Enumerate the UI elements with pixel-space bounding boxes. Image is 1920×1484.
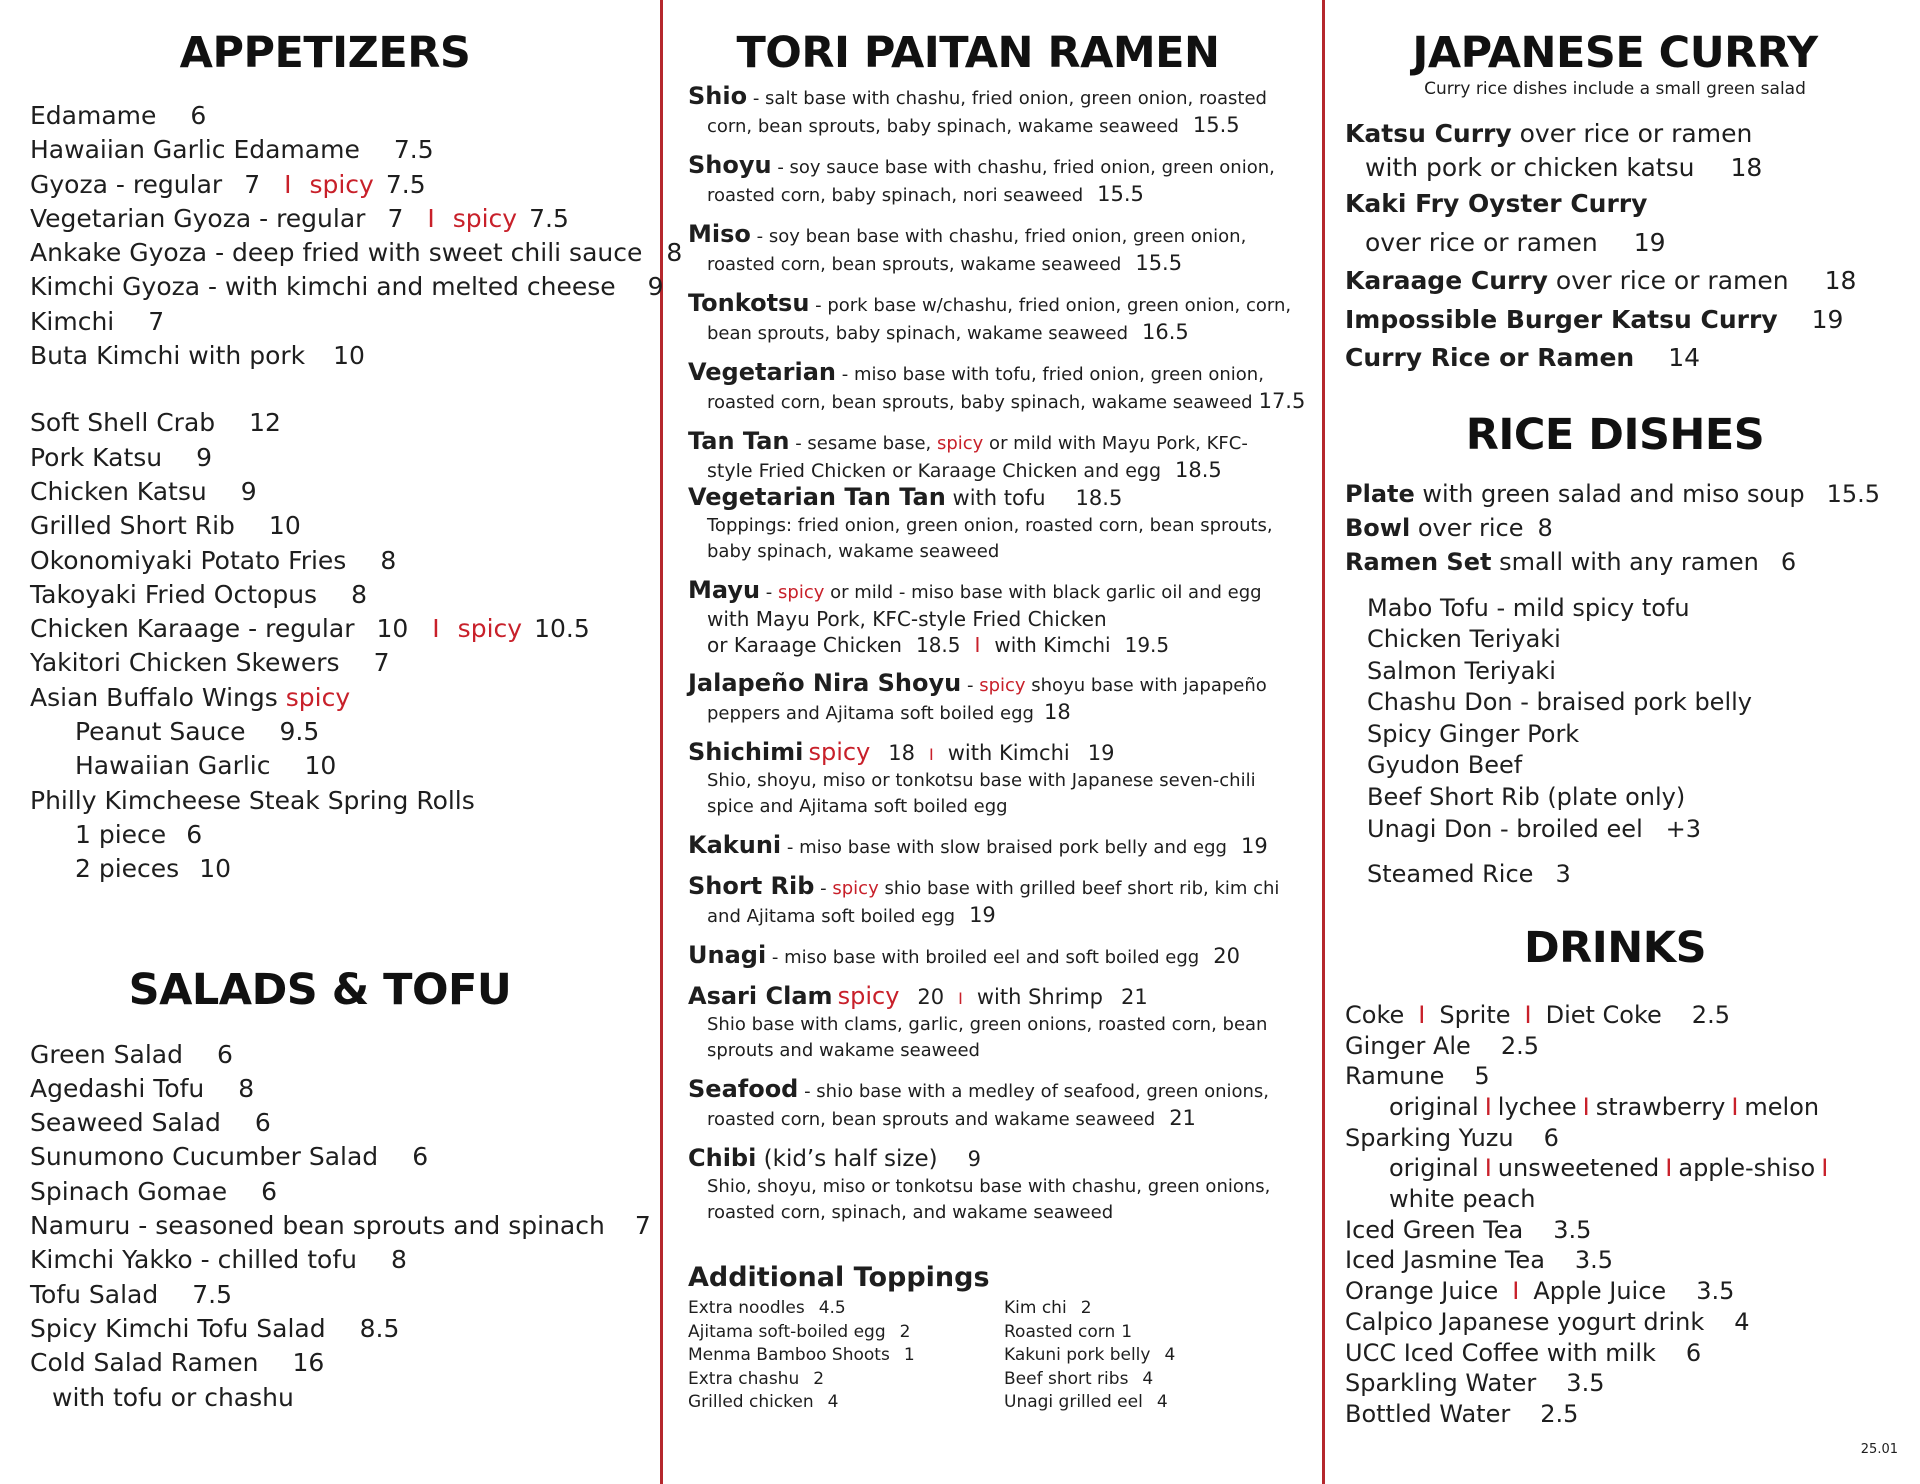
- toppings-col-left: [688, 1297, 1004, 1415]
- dish-price: 21: [1121, 985, 1148, 1009]
- dish-desc: bean sprouts, baby spinach, wakame seaweed: [707, 323, 1129, 344]
- toppings-heading: Additional Toppings: [688, 1262, 990, 1293]
- dish-desc: peppers and Ajitama soft boiled egg: [707, 703, 1034, 724]
- dish-desc: - soy sauce base with chashu, fried onion, green onion,: [771, 157, 1275, 178]
- menu-item-cont: [1345, 151, 1905, 185]
- item-name: Pork Katsu: [30, 442, 163, 472]
- option-price: 6: [1780, 547, 1797, 576]
- item-name: Steamed Rice: [1367, 860, 1534, 889]
- curry-subtitle: Curry rice dishes include a small green salad: [1424, 79, 1806, 99]
- item-desc: over rice or ramen: [1547, 266, 1789, 295]
- dish-desc: baby spinach, wakame seaweed: [707, 541, 1000, 562]
- dish-desc: -: [760, 582, 779, 603]
- item-price: 6: [254, 1108, 271, 1138]
- dish-asari-clam: [688, 983, 1288, 1064]
- dish-name: Kakuni: [688, 831, 782, 859]
- topping-item: Roasted corn 1: [1004, 1321, 1133, 1342]
- separator: I: [958, 989, 963, 1008]
- rice-option: [1345, 511, 1905, 545]
- menu-item: [30, 475, 650, 509]
- spicy-label: spicy: [457, 614, 523, 644]
- item-price: 10: [376, 614, 409, 644]
- dish-name: Seafood: [688, 1075, 799, 1103]
- item-price: 7.5: [192, 1279, 233, 1309]
- dish-unagi: [688, 942, 1288, 971]
- item-price: 8.5: [359, 1313, 400, 1343]
- menu-item: [30, 202, 650, 236]
- option-name: Peanut Sauce: [75, 717, 246, 747]
- dish-desc: - soy bean base with chashu, fried onion, green onion,: [750, 226, 1247, 247]
- dish-desc: roasted corn, bean sprouts and wakame seaweed: [707, 1109, 1156, 1130]
- spicy-label: spicy: [309, 169, 374, 199]
- item-name: Kimchi Yakko - chilled tofu: [30, 1245, 357, 1275]
- dish-price: 15.5: [1097, 182, 1144, 206]
- item-price: 8: [390, 1245, 407, 1275]
- dish-vegetarian-tan-tan: [688, 484, 1288, 565]
- item-price: 7: [634, 1211, 651, 1241]
- dish-option: with Kimchi: [947, 741, 1070, 765]
- item-name: Spicy Kimchi Tofu Salad: [30, 1313, 326, 1343]
- item-price: 10: [333, 341, 365, 371]
- menu-item: [30, 1312, 650, 1346]
- spicy-label: spicy: [936, 433, 984, 454]
- dish-desc: roasted corn, baby spinach, nori seaweed: [707, 185, 1084, 206]
- rice-dish: Beef Short Rib (plate only): [1367, 783, 1686, 812]
- menu-item: [30, 1278, 650, 1312]
- menu-item: [30, 612, 650, 646]
- spicy-label: spicy: [979, 675, 1026, 696]
- option-name: Plate: [1345, 479, 1415, 508]
- menu-item: [30, 305, 650, 339]
- item-name: Kimchi: [30, 306, 115, 336]
- spicy-label: spicy: [285, 682, 351, 712]
- item-name: Sunumono Cucumber Salad: [30, 1142, 379, 1172]
- menu-item: [30, 1175, 650, 1209]
- item-name: Tofu Salad: [30, 1279, 159, 1309]
- dish-desc: - pork base w/chashu, fried onion, green onion, corn,: [809, 295, 1292, 316]
- dish-name: Short Rib: [688, 872, 815, 900]
- dish-shichimi: [688, 739, 1288, 820]
- drink-item: UCC Iced Coffee with milk 6: [1345, 1338, 1702, 1367]
- dish-desc: Shio, shoyu, miso or tonkotsu base with chashu, green onions,: [707, 1176, 1271, 1197]
- rice-option: [1345, 545, 1905, 579]
- item-price: 7: [148, 306, 165, 336]
- dish-price: 17.5: [1258, 389, 1306, 413]
- dish-desc: Shio, shoyu, miso or tonkotsu base with Japanese seven-chili: [707, 770, 1256, 791]
- drink-flavors: white peach: [1389, 1185, 1536, 1214]
- menu-item: [30, 441, 650, 475]
- option-price: 9.5: [279, 717, 320, 747]
- menu-item: [30, 1243, 650, 1277]
- separator: I: [974, 633, 981, 657]
- dish-name: Jalapeño Nira Shoyu: [688, 669, 962, 697]
- menu-item: [30, 406, 650, 440]
- item-name: Buta Kimchi with pork: [30, 341, 306, 371]
- item-name: Karaage Curry: [1345, 266, 1548, 295]
- item-name: Katsu Curry: [1345, 119, 1512, 148]
- option-name: 1 piece: [75, 819, 167, 849]
- rice-dish: Mabo Tofu - mild spicy tofu: [1367, 593, 1690, 622]
- dish-desc: - miso base with broiled eel and soft boiled egg: [766, 947, 1200, 968]
- menu-item: [30, 168, 650, 202]
- dish-desc: Toppings: fried onion, green onion, roasted corn, bean sprouts,: [707, 515, 1273, 536]
- item-price: 8: [666, 238, 683, 268]
- menu-item: [30, 339, 650, 373]
- drink-item: Ramune 5: [1345, 1062, 1490, 1091]
- item-price: 7.5: [393, 135, 434, 165]
- menu-item: [1345, 262, 1905, 301]
- menu-item: [30, 544, 650, 578]
- drink-item: Sparkling Water 3.5: [1345, 1369, 1605, 1398]
- item-price: 6: [190, 101, 207, 130]
- dish-desc: or Karaage Chicken: [707, 633, 902, 657]
- dish-vegetarian: [688, 358, 1306, 416]
- menu-item: [30, 784, 650, 818]
- item-name: Kimchi Gyoza - with kimchi and melted cheese: [30, 272, 616, 302]
- item-name: Cold Salad Ramen: [30, 1348, 259, 1378]
- item-name: Green Salad: [30, 1039, 183, 1069]
- drinks-heading: DRINKS: [1523, 922, 1707, 973]
- appetizers-heading: APPETIZERS: [179, 28, 471, 78]
- option-price: 15.5: [1826, 479, 1881, 508]
- dish-name: Vegetarian: [688, 358, 837, 386]
- item-name: Hawaiian Garlic Edamame: [30, 135, 360, 165]
- item-name: Gyoza - regular: [30, 169, 223, 199]
- dish-shio: [688, 83, 1288, 140]
- dish-price: 19: [1087, 741, 1115, 765]
- topping-item: Ajitama soft-boiled egg 2: [688, 1321, 911, 1342]
- dish-tan-tan: [688, 428, 1288, 484]
- menu-item: [1345, 301, 1905, 340]
- dish-price: 20: [917, 985, 945, 1009]
- item-name: Namuru - seasoned bean sprouts and spinach: [30, 1211, 605, 1241]
- option-name: 2 pieces: [75, 854, 180, 884]
- curry-heading: JAPANESE CURRY: [1412, 28, 1818, 78]
- menu-item: [30, 1106, 650, 1140]
- spicy-label: spicy: [808, 738, 871, 766]
- rice-options: [1345, 477, 1905, 579]
- item-price: 7: [373, 648, 390, 678]
- dish-name: Chibi: [688, 1144, 757, 1172]
- dish-desc: sprouts and wakame seaweed: [707, 1040, 980, 1061]
- option-price: 6: [186, 819, 203, 849]
- item-desc: over rice or ramen: [1511, 119, 1753, 148]
- dish-desc: - shio base with a medley of seafood, green onions,: [798, 1081, 1270, 1102]
- dish-desc: style Fried Chicken or Karaage Chicken and egg: [707, 460, 1162, 482]
- dish-desc: spice and Ajitama soft boiled egg: [707, 796, 1008, 817]
- item-price: 16: [292, 1348, 325, 1378]
- menu-item: [1345, 339, 1905, 378]
- column-appetizers-salads: [30, 0, 683, 1415]
- item-name: Takoyaki Fried Octopus: [30, 579, 318, 609]
- separator: I: [427, 203, 435, 233]
- dish-desc: roasted corn, bean sprouts, baby spinach, wakame seaweed: [707, 392, 1253, 413]
- menu-item: [30, 681, 650, 715]
- option-name: Ramen Set: [1345, 547, 1492, 576]
- menu-item: [30, 578, 650, 612]
- item-price: 18: [1824, 266, 1857, 295]
- dish-desc: (kid’s half size): [756, 1146, 938, 1172]
- item-price: 18: [1730, 153, 1763, 182]
- item-price: 14: [1668, 343, 1701, 372]
- menu-version: 25.01: [1860, 1442, 1898, 1457]
- topping-item: Kim chi 2: [1004, 1298, 1092, 1318]
- dish-price: 18: [888, 741, 916, 765]
- dish-desc: or mild with Mayu Pork, KFC-: [983, 433, 1248, 454]
- item-note: with tofu or chashu: [52, 1382, 294, 1412]
- option-price: 10: [304, 751, 337, 781]
- drink-item: Iced Jasmine Tea 3.5: [1345, 1246, 1614, 1275]
- dish-name: Shio: [688, 82, 748, 110]
- dish-desc: - miso base with tofu, fried onion, green onion,: [836, 364, 1264, 385]
- dish-price: 18: [1043, 700, 1071, 724]
- dish-desc: shoyu base with japapeño: [1025, 675, 1267, 696]
- option-desc: with green salad and miso soup: [1414, 479, 1805, 508]
- menu-item: [30, 1209, 650, 1243]
- item-name: Chicken Karaage - regular: [30, 614, 355, 644]
- rice-dish: [1345, 859, 1905, 891]
- menu-option: [30, 715, 650, 749]
- toppings-list: [688, 1297, 1288, 1415]
- dish-desc: - miso base with slow braised pork belly and egg: [781, 837, 1227, 858]
- menu-option: [30, 852, 650, 886]
- menu-item: [30, 646, 650, 680]
- drink-item: Coke I Sprite I Diet Coke 2.5: [1345, 1000, 1730, 1029]
- item-price: 19: [1633, 227, 1666, 257]
- item-price: 6: [261, 1176, 278, 1206]
- item-name: Philly Kimcheese Steak Spring Rolls: [30, 785, 475, 815]
- dish-name: Mayu: [688, 576, 761, 604]
- menu-item: [30, 1140, 650, 1174]
- menu-item: [1345, 117, 1905, 151]
- item-name: Vegetarian Gyoza - regular: [30, 203, 366, 233]
- option-desc: small with any ramen: [1491, 547, 1759, 576]
- dish-shoyu: [688, 152, 1288, 209]
- rice-dishes-list: [1345, 593, 1905, 891]
- item-desc: with pork or chicken katsu: [1365, 153, 1695, 182]
- spicy-price: 7.5: [385, 169, 426, 199]
- dish-price: 18.5: [1175, 458, 1222, 482]
- drink-item: Bottled Water 2.5: [1345, 1399, 1579, 1428]
- topping-item: Extra noodles 4.5: [688, 1298, 846, 1318]
- menu-option: [30, 749, 650, 783]
- menu-item: [30, 509, 650, 543]
- item-price: 7: [244, 169, 261, 199]
- item-price: 12: [249, 408, 281, 438]
- dish-jalapeno-nira-shoyu: [688, 670, 1288, 727]
- dish-option: with Shrimp: [976, 985, 1103, 1009]
- salads-heading: SALADS & TOFU: [128, 964, 512, 1015]
- menu-item: [30, 236, 683, 270]
- topping-item: Menma Bamboo Shoots 1: [688, 1345, 915, 1365]
- dish-name: Shichimi: [688, 738, 804, 766]
- dish-price: 21: [1169, 1106, 1196, 1130]
- item-name: Agedashi Tofu: [30, 1073, 205, 1103]
- dish-name: Tan Tan: [688, 427, 790, 455]
- rice-heading: RICE DISHES: [1465, 409, 1765, 460]
- dish-price: 18.5: [1075, 486, 1123, 510]
- option-name: Hawaiian Garlic: [75, 751, 271, 781]
- item-name: Kaki Fry Oyster Curry: [1345, 189, 1648, 218]
- dish-name: Vegetarian Tan Tan: [688, 483, 946, 511]
- menu-item: [30, 270, 664, 304]
- item-price: 9: [196, 442, 213, 472]
- dish-price: 18.5: [915, 633, 961, 657]
- topping-item: Beef short ribs 4: [1004, 1368, 1154, 1389]
- spicy-label: spicy: [837, 982, 900, 1010]
- rice-dish: Salmon Teriyaki: [1367, 656, 1556, 685]
- item-name: Grilled Short Rib: [30, 511, 235, 541]
- drink-item: Ginger Ale 2.5: [1345, 1031, 1539, 1060]
- ramen-heading: TORI PAITAN RAMEN: [736, 28, 1220, 78]
- item-name: Seaweed Salad: [30, 1108, 221, 1138]
- item-name: Impossible Burger Katsu Curry: [1345, 304, 1778, 334]
- separator: I: [929, 745, 934, 764]
- column-divider-left: [660, 0, 663, 1484]
- dish-price: 15.5: [1135, 251, 1183, 275]
- menu-item-cont: [1345, 224, 1905, 263]
- item-price: 6: [412, 1142, 429, 1172]
- dish-price: 19.5: [1124, 633, 1170, 657]
- dish-option: with Kimchi: [994, 633, 1111, 657]
- dish-desc: with Mayu Pork, KFC-style Fried Chicken: [707, 607, 1107, 631]
- dish-price: 19: [1240, 834, 1268, 858]
- dish-desc: -: [961, 675, 980, 696]
- appetizers-list: [30, 99, 683, 887]
- dish-short-rib: [688, 873, 1288, 930]
- dish-desc: with tofu: [945, 486, 1046, 510]
- dish-name: Shoyu: [688, 151, 772, 179]
- separator: I: [284, 169, 292, 199]
- menu-item: [30, 1072, 650, 1106]
- dish-name: Miso: [688, 220, 751, 248]
- column-curry-rice-drinks: [1345, 0, 1905, 1430]
- salads-list: [30, 1038, 650, 1415]
- menu-item: [1345, 185, 1905, 224]
- option-price: 8: [1537, 513, 1553, 542]
- item-name: Soft Shell Crab: [30, 408, 216, 438]
- drink-item: Iced Green Tea 3.5: [1345, 1215, 1592, 1244]
- toppings-col-right: [1004, 1297, 1175, 1415]
- item-desc: over rice or ramen: [1365, 227, 1598, 257]
- drinks-list: [1345, 1000, 1905, 1430]
- spicy-label: spicy: [832, 878, 879, 899]
- item-price: 19: [1811, 304, 1844, 334]
- item-name: Edamame: [30, 101, 157, 130]
- rice-dish: Chashu Don - braised pork belly: [1367, 688, 1752, 717]
- dish-tonkotsu: [688, 289, 1292, 347]
- item-price: 8: [351, 579, 367, 609]
- spicy-price: 10.5: [534, 614, 590, 644]
- topping-item: Extra chashu 2: [688, 1368, 825, 1389]
- dish-name: Asari Clam: [688, 982, 833, 1010]
- dish-desc: or mild - miso base with black garlic oil and egg: [824, 582, 1262, 603]
- item-price: 9: [240, 476, 257, 506]
- drink-item: Sparking Yuzu 6: [1345, 1123, 1559, 1152]
- spicy-price: 7.5: [529, 203, 569, 233]
- rice-dish: Gyudon Beef: [1367, 751, 1523, 780]
- rice-option: [1345, 477, 1905, 511]
- item-price: 6: [216, 1039, 233, 1069]
- dish-price: 15.5: [1192, 113, 1240, 137]
- item-price: 9: [647, 272, 664, 302]
- item-name: Curry Rice or Ramen: [1345, 343, 1635, 372]
- topping-item: Unagi grilled eel 4: [1004, 1392, 1168, 1412]
- spicy-label: spicy: [452, 203, 518, 233]
- spicy-label: spicy: [778, 582, 825, 603]
- option-desc: over rice: [1410, 513, 1524, 542]
- dish-name: Tonkotsu: [688, 289, 810, 317]
- topping-item: Kakuni pork belly 4: [1004, 1345, 1176, 1365]
- item-price: 3: [1555, 860, 1571, 889]
- dish-desc: -: [814, 878, 833, 899]
- option-name: Bowl: [1345, 513, 1411, 542]
- item-name: Ankake Gyoza - deep fried with sweet chili sauce: [30, 238, 643, 268]
- item-name: Chicken Katsu: [30, 476, 207, 506]
- column-divider-right: [1322, 0, 1325, 1484]
- item-price: 8: [238, 1073, 255, 1103]
- menu-item: [30, 133, 650, 167]
- curry-list: [1345, 117, 1905, 378]
- dish-desc: - salt base with chashu, fried onion, green onion, roasted: [747, 88, 1267, 109]
- option-price: 10: [199, 854, 232, 884]
- menu-option: [30, 818, 650, 852]
- dish-desc: roasted corn, bean sprouts, wakame seaweed: [707, 254, 1122, 275]
- item-name: Asian Buffalo Wings: [30, 682, 278, 712]
- menu-item: [30, 1038, 650, 1072]
- item-price: 7: [387, 203, 404, 233]
- dish-miso: [688, 221, 1288, 278]
- dish-mayu: [688, 577, 1288, 658]
- separator: I: [432, 614, 440, 644]
- menu-item: [30, 1346, 650, 1380]
- rice-dish: Spicy Ginger Pork: [1367, 719, 1580, 748]
- dish-name: Unagi: [688, 941, 767, 969]
- item-name: Yakitori Chicken Skewers: [30, 648, 340, 678]
- dish-desc: - sesame base,: [789, 433, 937, 454]
- dish-desc: roasted corn, spinach, and wakame seaweed: [707, 1202, 1114, 1223]
- dish-price: 16.5: [1142, 320, 1189, 344]
- item-price: 8: [380, 545, 397, 575]
- menu-item: [30, 99, 650, 133]
- drink-flavors: original I unsweetened I apple-shiso I: [1389, 1154, 1829, 1183]
- dish-price: 9: [967, 1147, 981, 1171]
- rice-dish: Chicken Teriyaki: [1367, 625, 1561, 654]
- drink-item: Orange Juice I Apple Juice 3.5: [1345, 1277, 1735, 1306]
- item-name: Spinach Gomae: [30, 1176, 228, 1206]
- drink-item: Calpico Japanese yogurt drink 4: [1345, 1307, 1750, 1336]
- dish-seafood: [688, 1076, 1288, 1133]
- dish-chibi: [688, 1145, 1288, 1226]
- topping-item: Grilled chicken 4: [688, 1392, 839, 1412]
- item-name: Okonomiyaki Potato Fries: [30, 545, 347, 575]
- dish-desc: shio base with grilled beef short rib, kim chi: [878, 878, 1280, 899]
- column-ramen: [688, 0, 1306, 1415]
- dish-kakuni: [688, 832, 1288, 861]
- rice-dish: Unagi Don - broiled eel +3: [1367, 814, 1701, 843]
- drink-flavors: original I lychee I strawberry I melon: [1389, 1092, 1820, 1121]
- dish-desc: Shio base with clams, garlic, green onions, roasted corn, bean: [707, 1014, 1268, 1035]
- dish-price: 20: [1213, 944, 1240, 968]
- dish-desc: corn, bean sprouts, baby spinach, wakame seaweed: [707, 116, 1179, 137]
- dish-desc: and Ajitama soft boiled egg: [707, 906, 956, 927]
- item-price: 10: [268, 511, 301, 541]
- dish-price: 19: [969, 903, 996, 927]
